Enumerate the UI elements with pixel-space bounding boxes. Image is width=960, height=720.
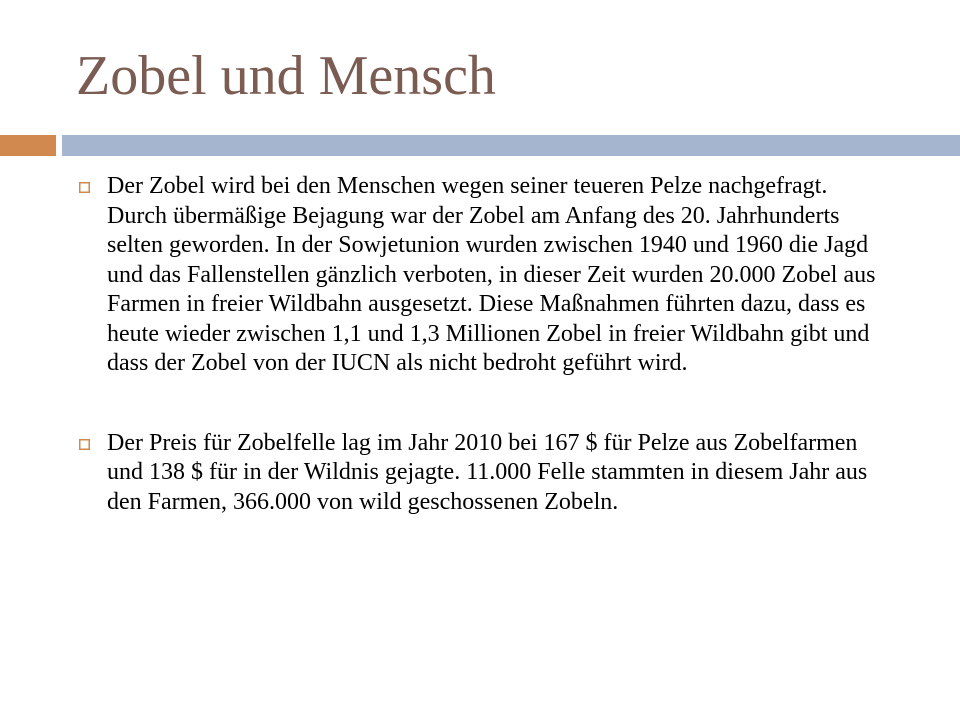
- hollow-square-bullet-icon: [79, 439, 90, 450]
- bullet-list: [76, 172, 876, 517]
- bullet-text: Der Preis für Zobelfelle lag im Jahr 2010 bei 167 $ für Pelze aus Zobelfarmen und 138 $ für in der Wildnis gejagte. 11.000 Felle stammten in diesem Jahr aus den Farmen, 366.000 von wild geschossenen Zobeln.: [107, 429, 868, 515]
- slide-title: Zobel und Mensch: [76, 45, 496, 107]
- bullet-text: Der Zobel wird bei den Menschen wegen seiner teueren Pelze nachgefragt. Durch übermäßige Bejagung war der Zobel am Anfang des 20. Jahrhunderts selten geworden. In der Sowjetunion wurden zwischen 1940 und 1960 die Jagd und das Fallenstellen gänzlich verboten, in dieser Zeit wurden 20.000 Zobel aus Farmen in freier Wildbahn ausgesetzt. Diese Maßnahmen führten dazu, dass es heute wieder zwischen 1,1 und 1,3 Millionen Zobel in freier Wildbahn gibt und dass der Zobel von der IUCN als nicht bedroht geführt wird.: [107, 173, 876, 376]
- accent-bar-blue: [62, 135, 960, 156]
- accent-bar-orange: [0, 135, 56, 156]
- bullet-item: [76, 172, 876, 379]
- hollow-square-bullet-icon: [79, 182, 90, 193]
- bullet-item: [76, 429, 876, 518]
